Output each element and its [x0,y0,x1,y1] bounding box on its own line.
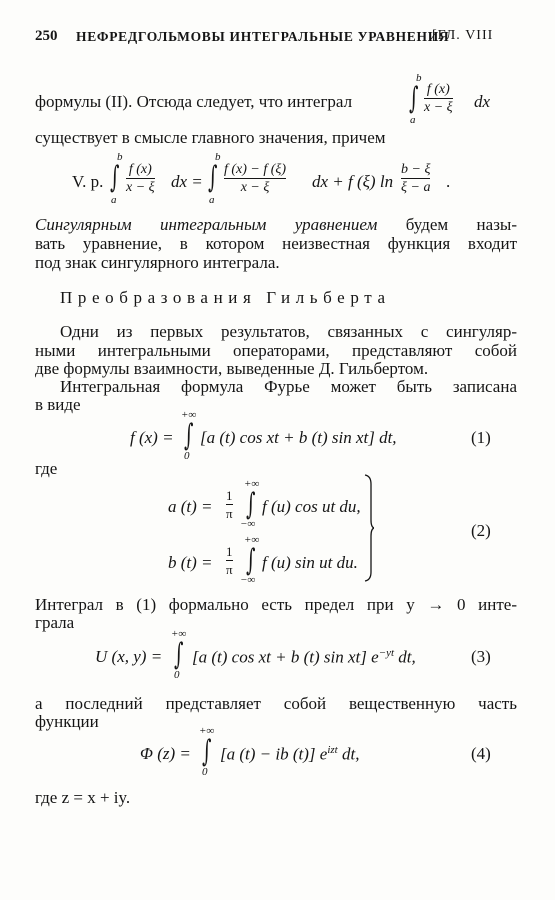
eq1-upper: +∞ [181,409,197,421]
integral-sign: ∫ [202,734,212,769]
vp-lower-1: a [111,194,117,206]
integral-sign: ∫ [409,81,419,116]
eq3-number: (3) [471,647,491,666]
integral-sign: ∫ [174,637,184,672]
eq2b-body: f (u) sin ut du. [262,553,358,572]
eq4-lhs: Φ (z) = [140,744,191,763]
eq2b-pi: π [226,562,233,577]
eq2a-lower: −∞ [240,518,256,530]
eq3-lhs: U (x, y) = [95,647,163,666]
eq1-number: (1) [471,428,491,447]
vp-den1: x − ξ [126,180,155,195]
vp-lower-2: a [209,194,215,206]
para2-line2: вать уравнение, в котором неизвестная функция входит [35,234,517,253]
eq2b-lower: −∞ [240,574,256,586]
right-brace [364,474,374,582]
para3-line1: Одни из первых результатов, связанных с сингуляр- [60,322,517,341]
eq3-body [192,647,416,668]
chapter-label: [ГЛ. VIII [432,28,494,43]
p1-frac-den: x − ξ [424,100,453,115]
eq2b-lhs: b (t) = [168,553,213,572]
where-2: где z = x + iy. [35,788,131,807]
integral-sign: ∫ [246,543,256,578]
eq1-body: [a (t) cos xt + b (t) sin xt] dt, [200,428,397,447]
eq2a-pi: π [226,506,233,521]
integral-sign: ∫ [246,487,256,522]
eq4-tail: dt, [337,744,360,764]
p1-frac-num: f (x) [426,82,450,97]
vp-num2: f (x) − f (ξ) [224,162,287,177]
eq2b-upper: +∞ [244,534,260,546]
p1-dx: dx [474,92,491,111]
eq3-exponent: −yt [378,647,395,659]
eq2-number: (2) [471,521,491,540]
vp-num1: f (x) [128,162,152,177]
para4-line2: грала [35,613,75,632]
eq2a-coef [226,488,233,521]
para2-line3: под знак сингулярного интеграла. [35,253,280,272]
eq4-lower: 0 [202,766,208,778]
para3-line4: Интегральная формула Фурье может быть записана [60,377,517,396]
fraction-bar [224,178,286,179]
integral-sign: ∫ [110,160,120,195]
running-title: НЕФРЕДГОЛЬМОВЫ ИНТЕГРАЛЬНЫЕ УРАВНЕНИЯ [76,29,450,44]
fraction-bar [401,178,430,179]
eq3-tail: dt, [394,647,416,667]
eq4-body-text: [a (t) − ib (t)] e [220,744,328,764]
fraction-bar [424,98,453,99]
page-number: 250 [35,28,58,44]
vp-upper-1: b [117,151,123,163]
para5-line1: а последний представляет собой вещественную часть [35,694,517,713]
vp-fraction-2 [224,162,286,195]
section-title: Преобразования Гильберта [60,288,391,307]
eq4-number: (4) [471,744,491,763]
para2-line1 [35,215,517,235]
vp-mid: dx = [171,172,203,191]
vp-end: . [446,172,451,191]
para1-line2: существует в смысле главного значения, причем [35,128,386,147]
fraction-bar [226,504,233,505]
para3-line2: ными интегральными операторами, представляют собой [35,341,517,360]
vp-den2: x − ξ [240,180,270,195]
vp-fraction-3 [401,162,430,195]
eq2a-lhs: a (t) = [168,497,213,516]
eq4-upper: +∞ [199,725,215,737]
vp-fraction-1 [126,162,155,195]
eq2a-body: f (u) cos ut du, [262,497,361,516]
p1-int-lower: a [410,114,416,126]
p1-fraction [424,82,453,115]
integral-sign: ∫ [184,418,194,453]
defined-term: Сингулярным интегральным уравнением [35,215,378,234]
eq1-lhs: f (x) = [130,428,174,447]
para5-line2: функции [35,712,99,731]
eq2a-one: 1 [226,488,233,503]
eq4-body [220,744,359,765]
eq3-upper: +∞ [171,628,187,640]
para2-line1-rest: будем назы- [405,215,518,234]
eq2a-upper: +∞ [244,478,260,490]
para1-line1: формулы (II). Отсюда следует, что интеграл [35,92,353,111]
eq2b-one: 1 [226,544,233,559]
para4-line1: Интеграл в (1) формально есть предел при y → 0 инте- [35,595,517,614]
fraction-bar [126,178,155,179]
vp-den3: ξ − a [401,180,431,195]
eq2b-coef [226,544,233,577]
eq3-body-text: [a (t) cos xt + b (t) sin xt] e [192,647,379,667]
vp-rest: dx + f (ξ) ln [312,172,394,191]
integral-sign: ∫ [208,160,218,195]
vp-label: V. p. [72,172,104,191]
eq4-exponent: izt [327,744,338,756]
para3-line5: в виде [35,395,81,414]
p1-int-upper: b [416,72,422,84]
eq1-lower: 0 [184,450,190,462]
para3-line3: две формулы взаимности, выведенные Д. Гильбертом. [35,359,429,378]
fraction-bar [226,560,233,561]
eq3-lower: 0 [174,669,180,681]
where-1: где [35,459,58,478]
vp-num3: b − ξ [401,162,431,177]
vp-upper-2: b [215,151,221,163]
